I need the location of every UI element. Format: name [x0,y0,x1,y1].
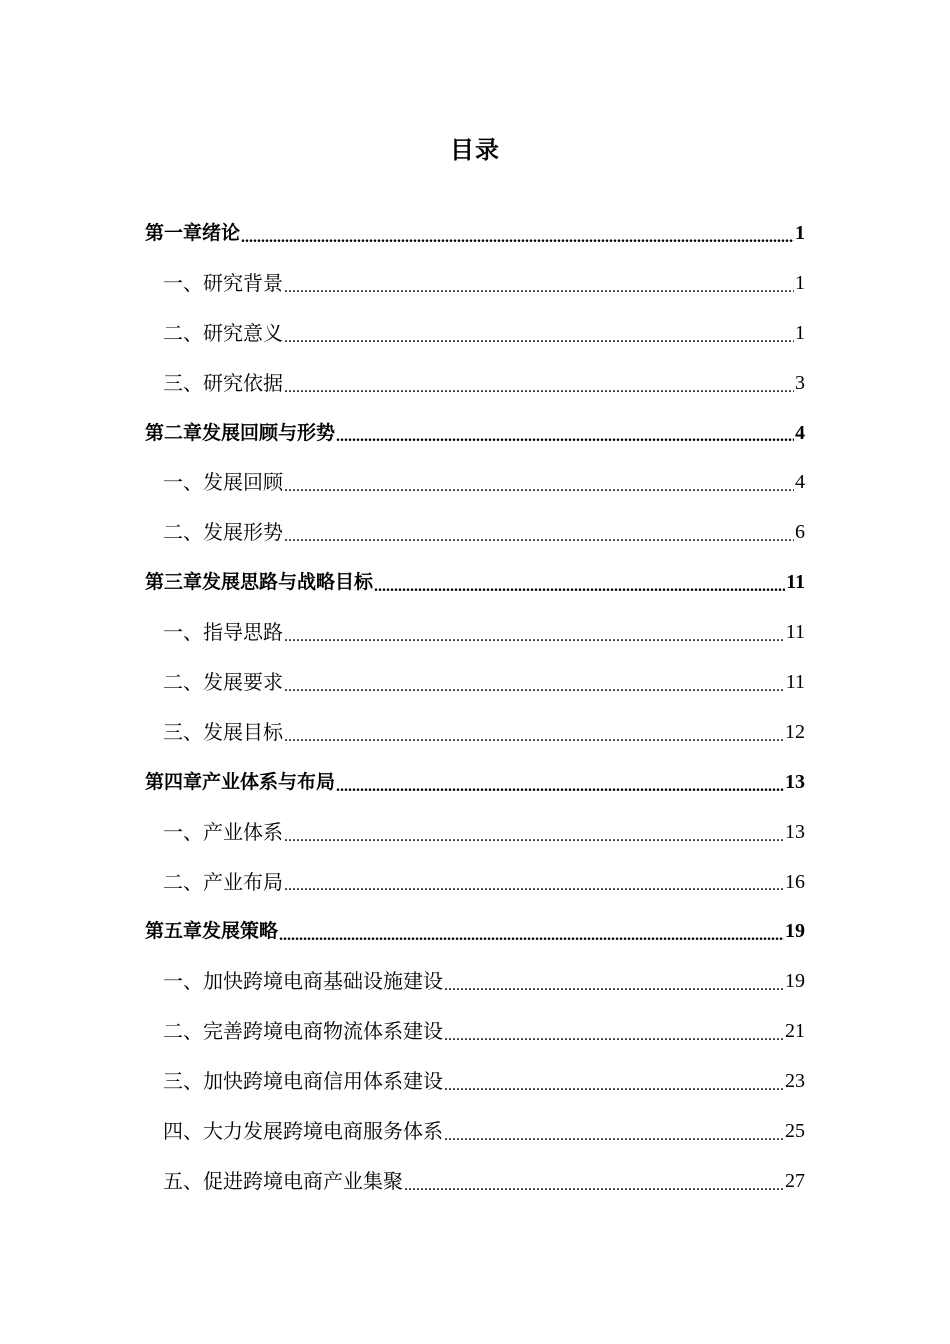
toc-entry-label: 第三章发展思路与战略目标 [145,571,374,594]
toc-entry-page: 1 [795,321,805,344]
toc-entry-page: 11 [785,621,805,644]
toc-entry [0,1106,950,1156]
toc-entry-page: 21 [785,1020,805,1043]
toc-entry-label: 二、完善跨境电商物流体系建设 [163,1019,443,1044]
toc-entry-page: 16 [785,870,805,893]
toc-dot-leader [444,979,784,1006]
toc-entry-label: 一、指导思路 [163,620,283,645]
toc-entry-page: 11 [786,571,805,594]
toc-entry-page: 1 [795,221,805,244]
toc-entry-label: 二、发展要求 [163,669,283,694]
toc-dot-leader [284,879,784,906]
toc-entry-page: 13 [785,820,805,843]
toc-entry [0,308,950,358]
toc-entry-label: 第四章产业体系与布局 [145,770,336,793]
toc-dot-leader [444,1029,784,1056]
toc-entry-page: 25 [785,1119,805,1142]
toc-entry [0,408,950,458]
toc-entry [0,956,950,1006]
toc-dot-leader [284,680,785,707]
toc-dot-leader [241,231,794,258]
toc-dot-leader [444,1079,784,1106]
toc-dot-leader [284,630,785,657]
toc-dot-leader [284,331,794,358]
toc-entry [0,1156,950,1206]
toc-entry-label: 四、大力发展跨境电商服务体系 [163,1118,443,1143]
toc-entry [0,557,950,607]
toc-title: 目录 [450,136,500,164]
toc-entry [0,657,950,707]
toc-entry-label: 三、加快跨境电商信用体系建设 [163,1069,443,1094]
toc-entry [0,258,950,308]
toc-dot-leader [284,480,794,507]
toc-entry-label: 二、发展形势 [163,520,283,545]
toc-entry-label: 三、发展目标 [163,719,283,744]
toc-entry-page: 11 [785,670,805,693]
toc-entry [0,1006,950,1056]
toc-entry-page: 19 [785,970,805,993]
toc-entry [0,757,950,807]
toc-entry-page: 1 [795,271,805,294]
toc-dot-leader [336,430,794,457]
toc-entry [0,707,950,757]
toc-entry-label: 二、产业布局 [163,869,283,894]
toc-entry [0,507,950,557]
toc-entry-page: 12 [785,720,805,743]
toc-dot-leader [284,281,794,308]
toc-dot-leader [284,830,784,857]
toc-entry-page: 23 [785,1070,805,1093]
toc-entry-page: 13 [785,770,805,793]
toc-entry-label: 第五章发展策略 [145,920,279,943]
toc-entry [0,208,950,258]
toc-entry-page: 4 [795,421,805,444]
toc-dot-leader [279,929,784,956]
toc-entry [0,857,950,907]
toc-entry-label: 三、研究依据 [163,370,283,395]
toc-entry [0,358,950,408]
toc-dot-leader [284,730,784,757]
toc-entry-label: 第一章绪论 [145,221,241,244]
toc-entry-page: 3 [795,371,805,394]
toc-entry-page: 19 [785,920,805,943]
toc-entry [0,457,950,507]
toc-dot-leader [336,780,784,807]
toc-dot-leader [404,1179,784,1206]
toc-entry-page: 27 [785,1169,805,1192]
toc-entry-label: 第二章发展回顾与形势 [145,421,336,444]
toc-entry [0,607,950,657]
toc-dot-leader [374,580,785,607]
toc-entry-label: 一、产业体系 [163,819,283,844]
toc-dot-leader [444,1129,784,1156]
toc-entry-label: 二、研究意义 [163,320,283,345]
toc-entry [0,1056,950,1106]
toc-entry [0,906,950,956]
toc-entry [0,807,950,857]
toc-entry-label: 一、发展回顾 [163,470,283,495]
toc-dot-leader [284,381,794,408]
toc-list [0,208,950,1206]
toc-entry-label: 一、研究背景 [163,270,283,295]
toc-entry-page: 4 [795,471,805,494]
toc-entry-label: 五、促进跨境电商产业集聚 [163,1168,403,1193]
toc-entry-label: 一、加快跨境电商基础设施建设 [163,969,443,994]
toc-entry-page: 6 [795,521,805,544]
toc-dot-leader [284,530,794,557]
